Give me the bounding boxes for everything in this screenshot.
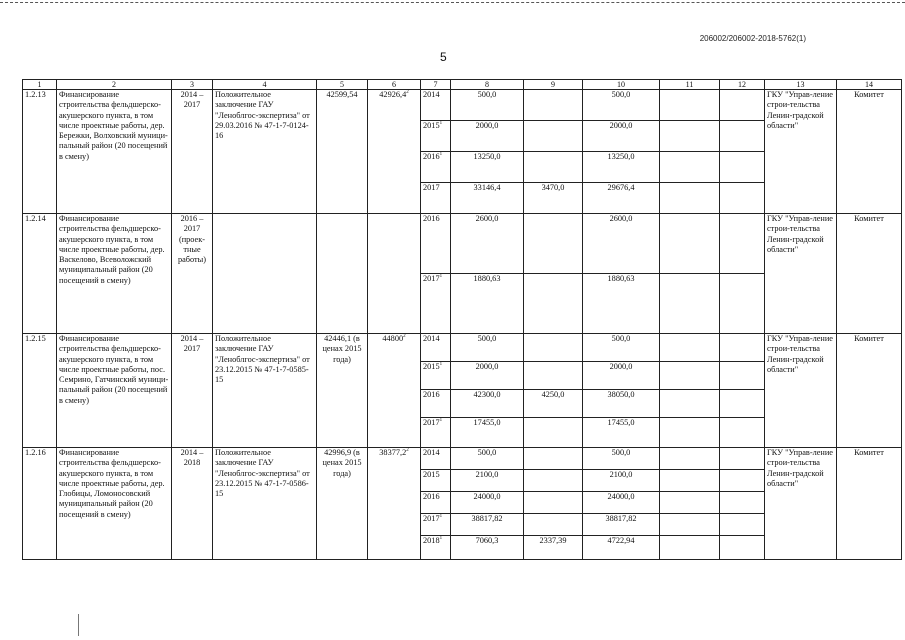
item-number: 1.2.13 <box>23 90 57 214</box>
column-number: 3 <box>172 80 213 90</box>
footnote-mark: 1 <box>439 121 443 127</box>
amount-total: 500,0 <box>451 334 524 362</box>
year-cell <box>421 418 451 448</box>
amount-total: 38817,82 <box>451 514 524 536</box>
table-row-main <box>23 90 902 121</box>
amount-regional: 500,0 <box>583 90 660 121</box>
col11-empty <box>660 390 720 418</box>
col11-empty <box>660 214 720 274</box>
amount-regional: 17455,0 <box>583 418 660 448</box>
year-value: 2017 <box>423 183 440 192</box>
amount-federal <box>524 90 583 121</box>
col12-empty <box>720 448 765 470</box>
item-number: 1.2.14 <box>23 214 57 334</box>
amount-federal: 4250,0 <box>524 390 583 418</box>
col11-empty <box>660 334 720 362</box>
amount-federal <box>524 152 583 183</box>
amount-regional: 38817,82 <box>583 514 660 536</box>
item-col6 <box>368 334 421 448</box>
footnote-mark: 1 <box>439 274 443 280</box>
col12-empty <box>720 152 765 183</box>
amount-total: 24000,0 <box>451 492 524 514</box>
column-number: 5 <box>317 80 368 90</box>
item-col6-value: 42926,4 <box>379 90 407 99</box>
year-cell <box>421 274 451 334</box>
item-conclusion: Положительное заключение ГАУ "Леноблгос-экспертиза" от 23.12.2015 № 47-1-7-0585-15 <box>213 334 317 448</box>
item-period: 2014 – 2017 <box>172 334 213 448</box>
item-conclusion <box>213 214 317 334</box>
year-cell <box>421 362 451 390</box>
item-executor: Комитет <box>837 214 902 334</box>
col11-empty <box>660 362 720 390</box>
scan-edge-mark <box>78 614 79 636</box>
col12-empty <box>720 334 765 362</box>
year-value: 2016 <box>423 152 440 161</box>
column-number: 7 <box>421 80 451 90</box>
footnote-mark: 2 <box>403 334 406 340</box>
col12-empty <box>720 90 765 121</box>
year-cell <box>421 536 451 560</box>
table-row-main <box>23 448 902 470</box>
amount-regional: 2600,0 <box>583 214 660 274</box>
amount-federal <box>524 121 583 152</box>
amount-federal <box>524 448 583 470</box>
col12-empty <box>720 470 765 492</box>
amount-federal: 2337,39 <box>524 536 583 560</box>
col11-empty <box>660 418 720 448</box>
amount-regional: 24000,0 <box>583 492 660 514</box>
amount-regional: 2000,0 <box>583 362 660 390</box>
item-name: Финансирование строительства фельдшерско-акушерского пункта, в том числе проектные работы, пос. Семрино, Гатчинский муници-пальный район (20 посещений в смену) <box>57 334 172 448</box>
document-id: 206002/206002-2018-5762(1) <box>699 34 806 43</box>
year-value: 2016 <box>423 214 440 223</box>
col12-empty <box>720 514 765 536</box>
amount-total: 2600,0 <box>451 214 524 274</box>
year-cell <box>421 390 451 418</box>
amount-regional: 500,0 <box>583 334 660 362</box>
year-value: 2015 <box>423 362 440 371</box>
item-name: Финансирование строительства фельдшерско-акушерского пункта, в том числе проектные работы, дер. Бережки, Волховский муници-пальный район (20 посещений в смену) <box>57 90 172 214</box>
year-value: 2015 <box>423 121 440 130</box>
item-period: 2014 – 2018 <box>172 448 213 560</box>
col11-empty <box>660 121 720 152</box>
col11-empty <box>660 492 720 514</box>
item-col6-value: 38377,2 <box>379 448 407 457</box>
amount-regional: 500,0 <box>583 448 660 470</box>
item-number: 1.2.15 <box>23 334 57 448</box>
column-number: 1 <box>23 80 57 90</box>
item-col6 <box>368 214 421 334</box>
column-number: 10 <box>583 80 660 90</box>
item-cost: 42446,1 (в ценах 2015 года) <box>317 334 368 448</box>
amount-regional: 1880,63 <box>583 274 660 334</box>
column-number: 9 <box>524 80 583 90</box>
item-cost: 42996,9 (в ценах 2015 года) <box>317 448 368 560</box>
year-cell <box>421 152 451 183</box>
col12-empty <box>720 121 765 152</box>
amount-regional: 4722,94 <box>583 536 660 560</box>
column-number: 11 <box>660 80 720 90</box>
year-cell <box>421 448 451 470</box>
column-number: 2 <box>57 80 172 90</box>
amount-federal: 3470,0 <box>524 183 583 214</box>
column-number: 4 <box>213 80 317 90</box>
amount-total: 7060,3 <box>451 536 524 560</box>
amount-regional: 13250,0 <box>583 152 660 183</box>
footnote-mark: 2 <box>406 90 409 96</box>
col11-empty <box>660 470 720 492</box>
item-conclusion: Положительное заключение ГАУ "Леноблгос-экспертиза" от 23.12.2015 № 47-1-7-0586-15 <box>213 448 317 560</box>
item-col6 <box>368 90 421 214</box>
amount-total: 17455,0 <box>451 418 524 448</box>
table-row-main <box>23 214 902 274</box>
col12-empty <box>720 390 765 418</box>
amount-total: 1880,63 <box>451 274 524 334</box>
amount-total: 2000,0 <box>451 121 524 152</box>
item-customer: ГКУ "Управ-ление строи-тельства Ленин-градской области" <box>765 448 837 560</box>
footnote-mark: 2 <box>406 448 409 454</box>
amount-total: 13250,0 <box>451 152 524 183</box>
amount-total: 2000,0 <box>451 362 524 390</box>
item-customer: ГКУ "Управ-ление строи-тельства Ленин-градской области" <box>765 214 837 334</box>
item-executor: Комитет <box>837 334 902 448</box>
footnote-mark: 1 <box>439 536 443 542</box>
col11-empty <box>660 183 720 214</box>
year-cell <box>421 214 451 274</box>
amount-regional: 38050,0 <box>583 390 660 418</box>
item-executor: Комитет <box>837 90 902 214</box>
col12-empty <box>720 418 765 448</box>
amount-federal <box>524 214 583 274</box>
item-conclusion: Положительное заключение ГАУ "Леноблгос-экспертиза" от 29.03.2016 № 47-1-7-0124-16 <box>213 90 317 214</box>
amount-regional: 2000,0 <box>583 121 660 152</box>
col11-empty <box>660 448 720 470</box>
col12-empty <box>720 183 765 214</box>
item-cost: 42599,54 <box>317 90 368 214</box>
col11-empty <box>660 274 720 334</box>
item-period: 2014 – 2017 <box>172 90 213 214</box>
year-cell <box>421 121 451 152</box>
col12-empty <box>720 536 765 560</box>
item-col6-value: 44800 <box>382 334 404 343</box>
item-name: Финансирование строительства фельдшерско-акушерского пункта, в том числе проектные работы, дер. Глобицы, Ломоносовский муниципальный район (20 посещений в смену) <box>57 448 172 560</box>
footnote-mark: 1 <box>439 152 443 158</box>
item-period: 2016 – 2017 (проек-тные работы) <box>172 214 213 334</box>
top-dashed-rule <box>0 2 905 3</box>
year-value: 2017 <box>423 514 440 523</box>
item-name: Финансирование строительства фельдшерско-акушерского пункта, в том числе проектные работы, дер. Васкелово, Всеволожский муниципальный район (20 посещений в смену) <box>57 214 172 334</box>
col12-empty <box>720 492 765 514</box>
column-number: 8 <box>451 80 524 90</box>
year-value: 2016 <box>423 390 440 399</box>
footnote-mark: 1 <box>439 418 443 424</box>
year-value: 2016 <box>423 492 440 501</box>
amount-federal <box>524 418 583 448</box>
year-cell <box>421 334 451 362</box>
amount-regional: 2100,0 <box>583 470 660 492</box>
footnote-mark: 1 <box>439 362 443 368</box>
year-value: 2017 <box>423 418 440 427</box>
col11-empty <box>660 90 720 121</box>
amount-total: 500,0 <box>451 90 524 121</box>
amount-federal <box>524 470 583 492</box>
amount-total: 2100,0 <box>451 470 524 492</box>
amount-total: 500,0 <box>451 448 524 470</box>
col11-empty <box>660 536 720 560</box>
year-value: 2014 <box>423 448 440 457</box>
column-number: 13 <box>765 80 837 90</box>
col11-empty <box>660 152 720 183</box>
col12-empty <box>720 362 765 390</box>
item-number: 1.2.16 <box>23 448 57 560</box>
item-col6 <box>368 448 421 560</box>
item-cost <box>317 214 368 334</box>
year-cell <box>421 183 451 214</box>
col12-empty <box>720 214 765 274</box>
amount-federal <box>524 362 583 390</box>
year-cell <box>421 470 451 492</box>
amount-regional: 29676,4 <box>583 183 660 214</box>
year-value: 2014 <box>423 90 440 99</box>
column-number: 6 <box>368 80 421 90</box>
year-cell <box>421 492 451 514</box>
column-number: 14 <box>837 80 902 90</box>
page-number: 5 <box>440 50 447 64</box>
year-value: 2014 <box>423 334 440 343</box>
column-number-row <box>23 80 902 90</box>
amount-total: 42300,0 <box>451 390 524 418</box>
item-executor: Комитет <box>837 448 902 560</box>
amount-federal <box>524 334 583 362</box>
year-value: 2017 <box>423 274 440 283</box>
amount-total: 33146,4 <box>451 183 524 214</box>
col11-empty <box>660 514 720 536</box>
item-customer: ГКУ "Управ-ление строи-тельства Ленин-градской области" <box>765 90 837 214</box>
amount-federal <box>524 492 583 514</box>
column-number: 12 <box>720 80 765 90</box>
item-customer: ГКУ "Управ-ление строи-тельства Ленин-градской области" <box>765 334 837 448</box>
amount-federal <box>524 514 583 536</box>
amount-federal <box>524 274 583 334</box>
year-cell <box>421 514 451 536</box>
program-table <box>22 79 902 560</box>
year-value: 2015 <box>423 470 440 479</box>
footnote-mark: 1 <box>439 514 443 520</box>
year-cell <box>421 90 451 121</box>
year-value: 2018 <box>423 536 440 545</box>
table-row-main <box>23 334 902 362</box>
col12-empty <box>720 274 765 334</box>
